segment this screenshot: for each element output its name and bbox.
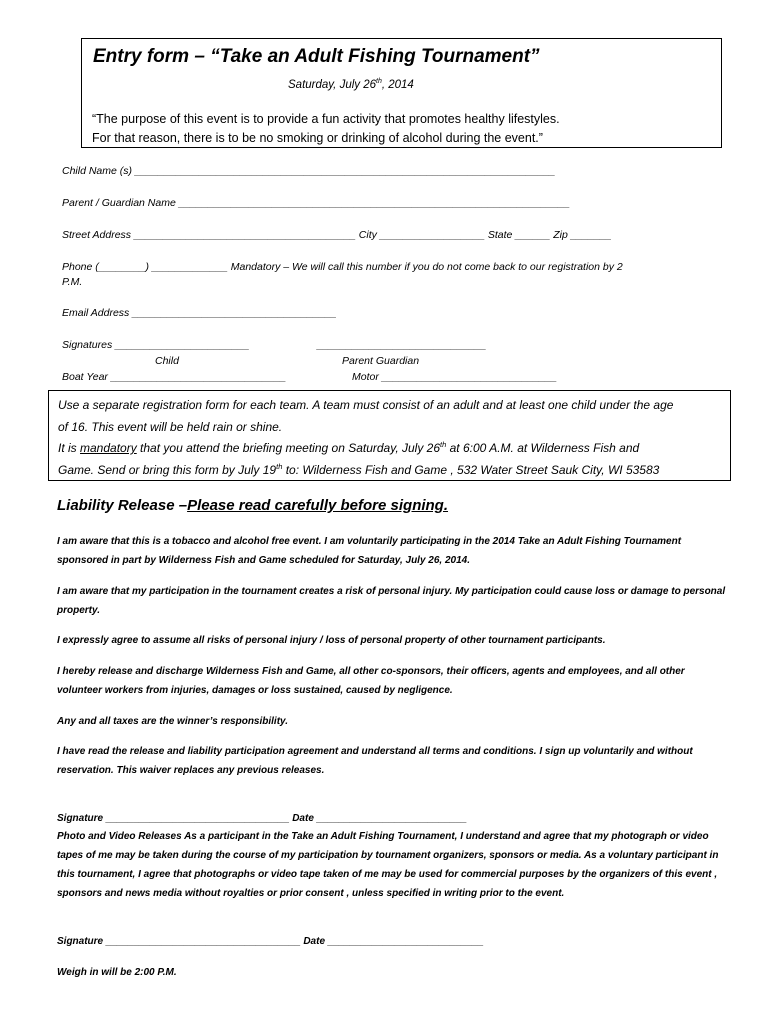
liability-release-heading: Liability Release –Please read carefully before signing. [57,497,449,514]
child-name-field[interactable]: Child Name (s) ________________________________________________________________________ [62,165,556,177]
parent-guardian-label: Parent Guardian [342,355,420,367]
liability-paragraph: I am aware that this is a tobacco and alcohol free event. I am voluntarily participating in the 2014 Take an Adult Fishing Tournament sponsored in part by Wilderness Fish and Game scheduled for Saturday, July 26, 2014. [57,536,682,566]
parent-name-field[interactable]: Parent / Guardian Name ___________________________________________________________________ [62,197,570,209]
photo-video-release: Photo and Video Releases As a participant in the Take an Adult Fishing Tournament, I understand and agree that my photograph or video tapes of me may be taken during the course of my participation by tournament organizers, sponsors or media. As a voluntary participant in this tournament, I agree that photographs or video tape taken of me may be used for commercial purposes by the organizers of this event , sponsors and news media without royalties or prior consent , unless specified in writing prior to the event. [57,831,719,899]
liability-paragraph: Any and all taxes are the winner’s responsibility. [57,716,289,727]
liability-paragraph: I expressly agree to assume all risks of personal injury / loss of personal property of other tournament participants. [57,635,606,646]
boat-year-field[interactable]: Boat Year ______________________________ [62,371,287,383]
liability-paragraph: I hereby release and discharge Wilderness Fish and Game, all other co-sponsors, their officers, agents and employees, and all other volunteer workers from injuries, damages or loss sustained, caused by negligence. [57,666,685,696]
mandatory-text: mandatory [80,441,137,455]
parent-signature-field[interactable]: _____________________________ [317,339,487,351]
child-label: Child [155,355,179,367]
signature-date-line-2[interactable]: Signature ___________________________________ Date ____________________________ [57,936,484,947]
child-signature-field[interactable]: Signatures _______________________ [62,339,250,351]
liability-paragraph: I have read the release and liability participation agreement and understand all terms and conditions. I sign up voluntarily and without reservation. This waiver replaces any previous releases. [57,746,693,776]
registration-notice: Use a separate registration form for each team. A team must consist of an adult and at least one child under the age of 16. This event will be held rain or shine. It is mandatory that you attend the briefing meeting on Saturday, July 26th at 6:00 A.M. at Wilderness Fish and Game. Send or bring this form by July 19th to: Wilderness Fish and Game , 532 Water Street Sauk City, WI 53583 [58,398,674,477]
motor-field[interactable]: Motor ______________________________ [352,371,557,383]
email-field[interactable]: Email Address ___________________________________ [62,307,337,319]
purpose-statement: “The purpose of this event is to provide a fun activity that promotes healthy lifestyles. For that reason, there is to be no smoking or drinking of alcohol during the event.” [92,112,560,145]
signature-date-line[interactable]: Signature _________________________________ Date ___________________________ [57,813,467,824]
phone-field-continued: P.M. [62,276,83,288]
street-address-field[interactable]: Street Address ______________________________________ City __________________ State ______ Zip _______ [62,229,612,241]
phone-field[interactable]: Phone (________) _____________ Mandatory – We will call this number if you do not come back to our registration by 2 [62,261,623,273]
liability-paragraph: I am aware that my participation in the tournament creates a risk of personal injury. My participation could cause loss or damage to personal property. [57,586,726,616]
weigh-in-time: Weigh in will be 2:00 P.M. [57,967,177,978]
event-date: Saturday, July 26th, 2014 [288,78,414,91]
form-title: Entry form – “Take an Adult Fishing Tournament” [93,46,540,67]
